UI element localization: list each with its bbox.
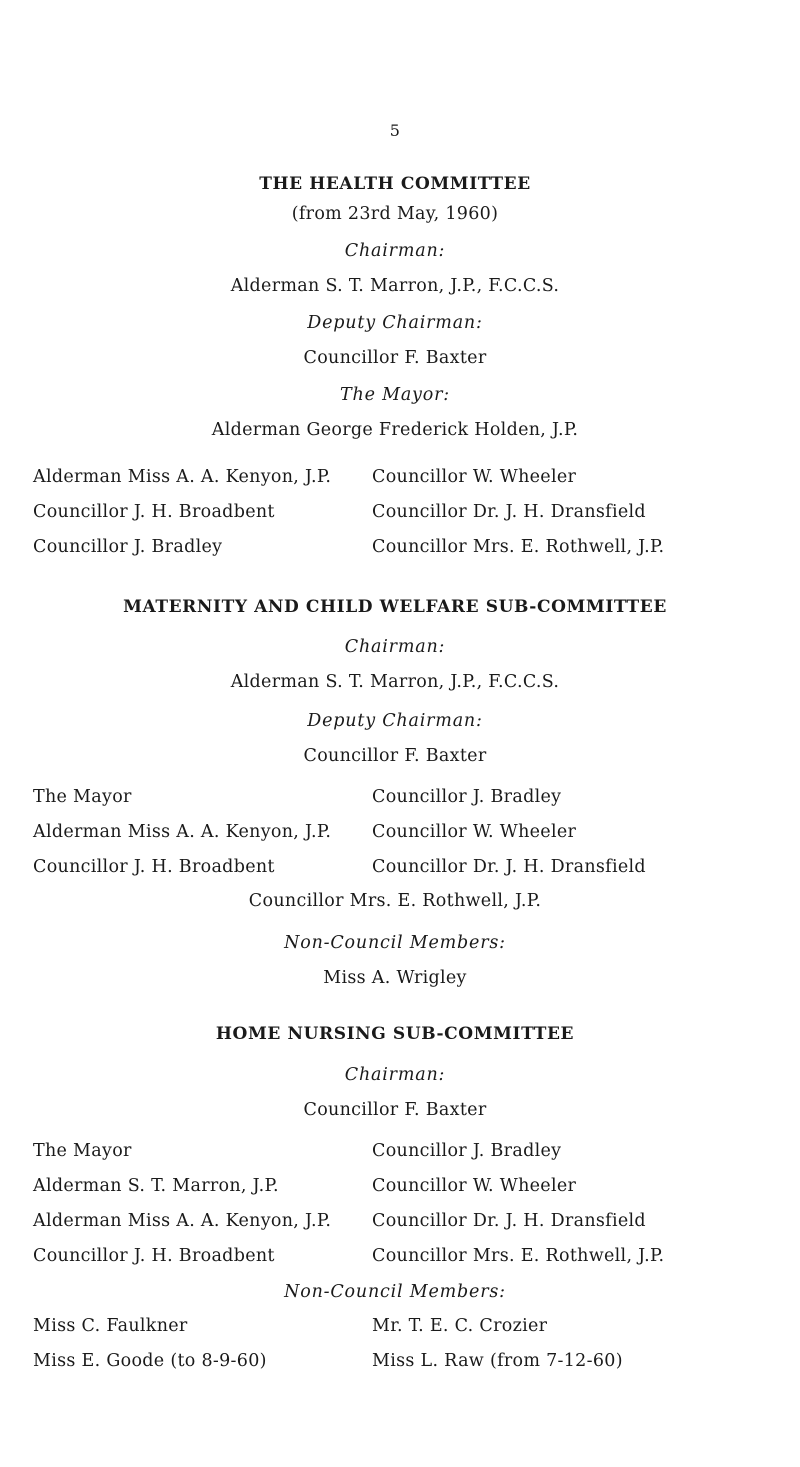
maternity-non-council-member: Miss A. Wrigley: [323, 968, 467, 988]
health-member-left: Councillor J. Bradley: [33, 537, 223, 557]
nursing-committee-title: HOME NURSING SUB-COMMITTEE: [215, 1024, 575, 1044]
health-member-left: Councillor J. H. Broadbent: [33, 502, 275, 522]
nursing-non-council-right: Mr. T. E. C. Crozier: [372, 1316, 548, 1336]
health-chairman-name: Alderman S. T. Marron, J.P., F.C.C.S.: [230, 276, 560, 296]
nursing-member-right: Councillor Dr. J. H. Dransfield: [372, 1211, 646, 1231]
maternity-deputy-name: Councillor F. Baxter: [303, 746, 487, 766]
nursing-member-right: Councillor W. Wheeler: [372, 1176, 577, 1196]
nursing-member-left: The Mayor: [33, 1141, 132, 1161]
nursing-member-right: Councillor Mrs. E. Rothwell, J.P.: [372, 1246, 665, 1266]
health-mayor-label: The Mayor:: [340, 385, 450, 405]
nursing-member-right: Councillor J. Bradley: [372, 1141, 562, 1161]
health-committee-title: THE HEALTH COMMITTEE: [259, 174, 531, 194]
page-number: 5: [389, 121, 401, 140]
nursing-non-council-right: Miss L. Raw (from 7-12-60): [372, 1351, 623, 1371]
nursing-chairman-label: Chairman:: [344, 1065, 446, 1085]
health-deputy-label: Deputy Chairman:: [307, 313, 483, 333]
maternity-deputy-label: Deputy Chairman:: [307, 711, 483, 731]
maternity-chairman-label: Chairman:: [344, 637, 446, 657]
health-deputy-name: Councillor F. Baxter: [303, 348, 487, 368]
maternity-member-right: Councillor W. Wheeler: [372, 822, 577, 842]
maternity-member-left: The Mayor: [33, 787, 132, 807]
nursing-non-council-label: Non-Council Members:: [284, 1282, 506, 1302]
nursing-member-left: Alderman S. T. Marron, J.P.: [33, 1176, 279, 1196]
maternity-committee-title: MATERNITY AND CHILD WELFARE SUB-COMMITTEE: [123, 597, 667, 617]
nursing-chairman-name: Councillor F. Baxter: [303, 1100, 487, 1120]
maternity-member-left: Councillor J. H. Broadbent: [33, 857, 275, 877]
maternity-member-right: Councillor J. Bradley: [372, 787, 562, 807]
health-member-right: Councillor Mrs. E. Rothwell, J.P.: [372, 537, 665, 557]
health-member-left: Alderman Miss A. A. Kenyon, J.P.: [33, 467, 332, 487]
nursing-non-council-left: Miss E. Goode (to 8-9-60): [33, 1351, 267, 1371]
health-member-right: Councillor Dr. J. H. Dransfield: [372, 502, 646, 522]
health-member-right: Councillor W. Wheeler: [372, 467, 577, 487]
health-chairman-label: Chairman:: [344, 241, 446, 261]
maternity-member-left: Alderman Miss A. A. Kenyon, J.P.: [33, 822, 332, 842]
nursing-non-council-left: Miss C. Faulkner: [33, 1316, 188, 1336]
nursing-member-left: Councillor J. H. Broadbent: [33, 1246, 275, 1266]
maternity-member-right: Councillor Dr. J. H. Dransfield: [372, 857, 646, 877]
maternity-member-centered: Councillor Mrs. E. Rothwell, J.P.: [248, 891, 542, 911]
nursing-member-left: Alderman Miss A. A. Kenyon, J.P.: [33, 1211, 332, 1231]
maternity-non-council-label: Non-Council Members:: [284, 933, 506, 953]
maternity-chairman-name: Alderman S. T. Marron, J.P., F.C.C.S.: [230, 672, 560, 692]
health-mayor-name: Alderman George Frederick Holden, J.P.: [211, 420, 579, 440]
health-committee-date: (from 23rd May, 1960): [291, 204, 499, 224]
